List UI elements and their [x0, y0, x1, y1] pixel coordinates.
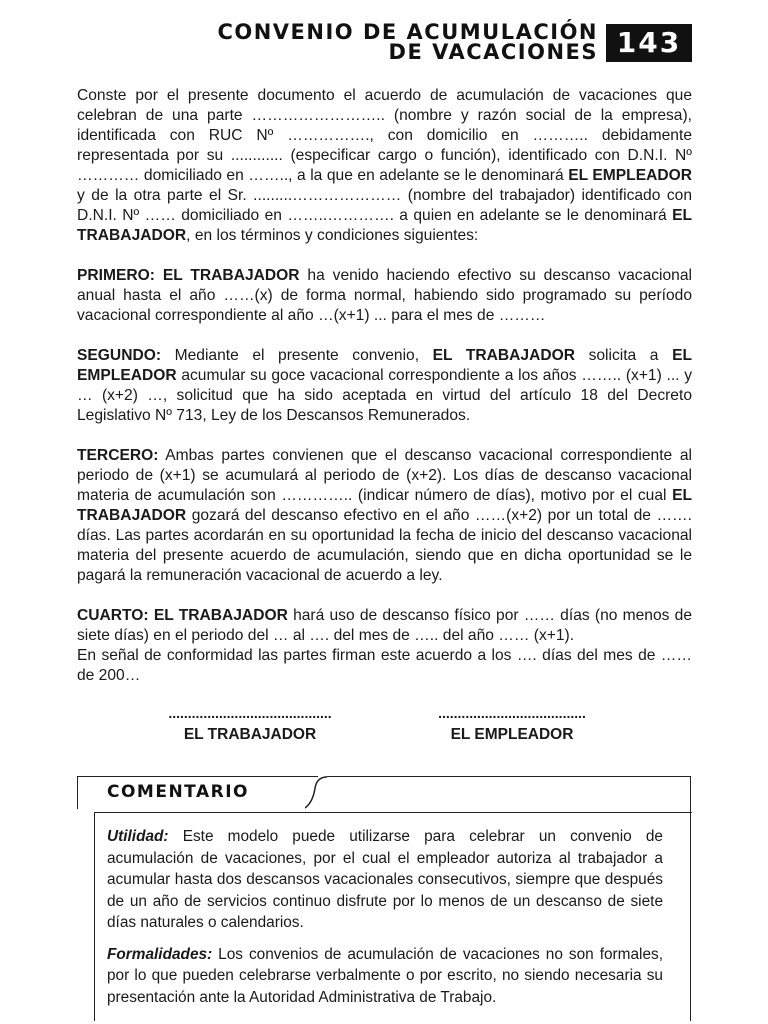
worker-signature — [150, 706, 350, 744]
title-line-1: CONVENIO DE ACUMULACIÓN — [217, 20, 598, 44]
title-line-2: DE VACACIONES — [388, 40, 598, 64]
comment-title: COMENTARIO — [107, 782, 249, 802]
employer-signature — [412, 706, 612, 744]
comment-body — [107, 826, 663, 1018]
segundo-text-a: Mediante el presente convenio, — [161, 347, 433, 364]
worker-signature-line: .......................................... — [168, 705, 332, 721]
intro-paragraph — [77, 86, 692, 246]
segundo-employer-term: EL EMPLEADOR — [77, 347, 692, 384]
agreement-body — [77, 86, 692, 686]
clause-tercero — [77, 446, 692, 586]
comment-tab-curve — [305, 776, 329, 810]
segundo-text-c: acumular su goce vacacional correspondiente a los años …….. (x+1) ... y … (x+2) …, solicitud que ha sido aceptada en virtud del artículo 18 del Decreto Legislativo Nº 713, Ley de los Descansos Remunerados. — [77, 367, 692, 424]
intro-text-c: , en los términos y condiciones siguientes: — [186, 227, 479, 244]
comment-box — [77, 776, 691, 1021]
formalidades-paragraph — [107, 944, 663, 1009]
document-title — [217, 22, 598, 62]
tercero-worker-term: EL TRABAJADOR — [77, 487, 692, 524]
cuarto-text: hará uso de descanso físico por …… días (no menos de siete días) en el periodo del … al …. del mes de ….. del año …… (x+1). — [77, 607, 693, 644]
utilidad-text: Este modelo puede utilizarse para celebrar un convenio de acumulación de vacaciones, por el cual el empleador autoriza al trabajador a acumular hasta dos descansos vacacionales consecutivos, siempre que después de un año de servicios continuo disfrute por lo menos de un descanso de siete días naturales o calendarios. — [107, 828, 663, 931]
clause-cuarto — [77, 606, 692, 646]
employer-signature-line: ...................................... — [438, 705, 586, 721]
page-header — [0, 22, 768, 70]
tercero-label: TERCERO: — [77, 447, 159, 464]
segundo-label: SEGUNDO: — [77, 347, 162, 364]
primero-label: PRIMERO: EL TRABAJADOR — [77, 267, 300, 284]
comment-top-border — [327, 776, 691, 777]
intro-employer-term: EL EMPLEADOR — [568, 167, 693, 184]
intro-text-a: Conste por el presente documento el acuerdo de acumulación de vacaciones que celebran de una parte …………………….. (nombre y razón social de la empresa), identificada con RUC Nº ……………., con domicilio en ……….. debidamente representada por su ............ (especificar cargo o función), identificado con D.N.I. Nº ………… domiciliado en …….., a la que en adelante se le denominará — [77, 87, 692, 184]
signature-block — [0, 706, 768, 746]
segundo-text-b: solicita a — [575, 347, 673, 364]
primero-text: ha venido haciendo efectivo su descanso vacacional anual hasta el año ……(x) de forma normal, habiendo sido programado su período vacacional correspondiente al año …(x+1) ... para el mes de ……… — [77, 267, 692, 324]
page-number-badge: 143 — [606, 24, 692, 62]
closing-paragraph: En señal de conformidad las partes firman este acuerdo a los …. días del mes de …… de 200… — [77, 647, 692, 684]
worker-signature-label: EL TRABAJADOR — [183, 726, 317, 743]
clause-primero — [77, 266, 692, 326]
formalidades-label: Formalidades: — [107, 945, 213, 963]
intro-text-b: y de la otra parte el Sr. .........………………… (nombre del trabajador) identificado con D.N.I. Nº …… domiciliado en ……..…………. a quien en adelante se le denominará — [77, 187, 692, 224]
utilidad-paragraph — [107, 826, 663, 934]
intro-worker-term: EL TRABAJADOR — [77, 207, 692, 244]
segundo-worker-term: EL TRABAJADOR — [432, 347, 575, 364]
tercero-text-b: gozará del descanso efectivo en el año ……(x+2) por un total de ……. días. Las partes acordarán en su oportunidad la fecha de inicio del descanso vacacional materia del presente acuerdo de acumulación, siendo que en dicha oportunidad se le pagará la remuneración vacacional de acuerdo a ley. — [77, 507, 692, 584]
tercero-text-a: Ambas partes convienen que el descanso vacacional correspondiente al periodo de (x+1) se acumulará al periodo de (x+2). Los días de descanso vacacional materia de acumulación son ………….. (indicar número de días), motivo por el cual — [77, 447, 692, 504]
utilidad-label: Utilidad: — [107, 828, 169, 845]
formalidades-text: Los convenios de acumulación de vacaciones no son formales, por lo que pueden celebrarse verbalmente o por escrito, no siendo necesaria su presentación ante la Autoridad Administrativa de Trabajo. — [107, 945, 663, 1006]
clause-segundo — [77, 346, 692, 426]
employer-signature-label: EL EMPLEADOR — [450, 726, 574, 743]
cuarto-label: CUARTO: EL TRABAJADOR — [77, 607, 288, 624]
